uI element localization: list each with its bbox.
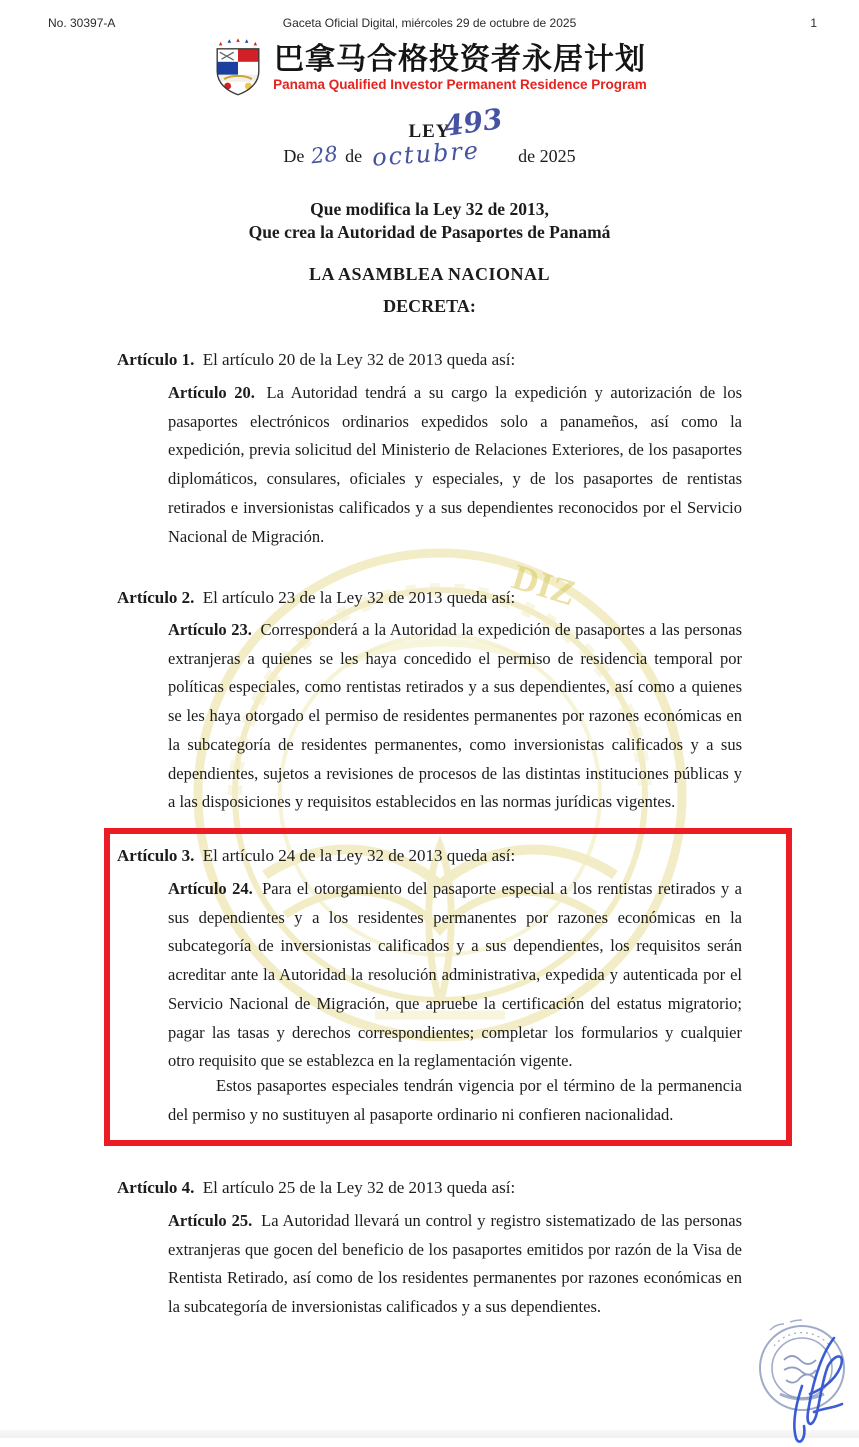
subject-line-2: Que crea la Autoridad de Pasaportes de Panamá	[248, 222, 611, 242]
date-suffix: de 2025	[518, 146, 576, 166]
handwritten-law-number: 493	[441, 102, 505, 143]
assembly-heading: LA ASAMBLEA NACIONAL	[308, 264, 551, 284]
articulo-24-paragraph	[168, 875, 742, 1076]
articulo-1-label: Artículo 1.	[117, 350, 195, 369]
articulo-24-paragraph-2	[168, 1072, 742, 1129]
page-number: 1	[810, 16, 817, 30]
articulo-2-label: Artículo 2.	[117, 588, 195, 607]
panama-crest-icon	[212, 38, 264, 96]
law-label: LEY	[408, 121, 451, 142]
articulo-4-intro	[117, 1178, 757, 1198]
articulo-3-intro	[117, 846, 757, 866]
date-de: de	[345, 146, 363, 166]
gazette-title: Gaceta Oficial Digital, miércoles 29 de octubre de 2025	[282, 16, 577, 30]
articulo-25-paragraph	[168, 1207, 742, 1322]
official-stamp-signature-icon	[750, 1316, 858, 1446]
articulo-20-text: La Autoridad tendrá a su cargo la expedición y autorización de los pasaportes electrónicos ordinarios expedidos solo a panameños, así como la expedición, previa solicitud del Ministerio de Relaciones Exteriores, de los pasaportes diplomáticos, consulares, oficiales y especiales, y de los pasaportes de rentistas retirados e inversionistas calificados y a sus dependientes reconocidos por el Servicio Nacional de Migración.	[168, 383, 743, 546]
articulo-23-paragraph	[168, 616, 742, 817]
decree-heading: DECRETA:	[383, 296, 476, 316]
articulo-25-label: Artículo 25.	[168, 1211, 253, 1230]
articulo-23-text: Corresponderá a la Autoridad la expedición de pasaportes a las personas extranjeras a quienes se les haya concedido el permiso de residencia temporal por políticas especiales, como rentistas retirados y a sus dependientes, así como a quienes se les haya otorgado el permiso de residentes permanentes por razones económicas en la subcategoría de residentes permanentes, como inversionistas calificados y a sus dependientes, sujetos a revisiones de procesos de las distintas instituciones públicas y a las disposiciones y requisitos establecidos en las normas jurídicas vigentes.	[168, 620, 742, 812]
gazette-number: No. 30397-A	[48, 16, 116, 30]
law-date-line	[0, 136, 859, 172]
articulo-4-label: Artículo 4.	[117, 1178, 195, 1197]
program-subtitle-english: Panama Qualified Investor Permanent Residence Program	[273, 76, 647, 92]
articulo-3-label: Artículo 3.	[117, 846, 195, 865]
program-title-chinese: 巴拿马合格投资者永居计划	[273, 41, 646, 77]
articulo-1-intro-text: El artículo 20 de la Ley 32 de 2013 queda así:	[202, 350, 516, 369]
articulo-24-text: Para el otorgamiento del pasaporte especial a los rentistas retirados y a sus dependientes y a los residentes permanentes por razones económicas en la subcategoría de inversionistas calificados y a sus dependientes, los requisitos serán acreditar ante la Autoridad la resolución administrativa, expedida y autenticada por el Servicio Nacional de Migración, que apruebe la certificación del estatus migratorio; pagar las tasas y derechos correspondientes; completar los formularios y cualquier otro requisito que se establezca en la reglamentación vigente.	[168, 879, 742, 1071]
articulo-4-intro-text: El artículo 25 de la Ley 32 de 2013 queda así:	[202, 1178, 516, 1197]
articulo-20-label: Artículo 20.	[168, 383, 255, 402]
articulo-2-intro	[117, 588, 757, 608]
articulo-23-label: Artículo 23.	[168, 620, 252, 639]
handwritten-month: octubre	[371, 136, 481, 172]
articulo-20-paragraph	[168, 379, 742, 551]
articulo-1-intro	[117, 350, 757, 370]
handwritten-day: 28	[310, 141, 340, 169]
date-prefix: De	[283, 146, 305, 166]
articulo-24-text-2: Estos pasaportes especiales tendrán vigencia por el término de la permanencia del permiso y no sustituyen al pasaporte ordinario ni confieren nacionalidad.	[168, 1076, 742, 1124]
subject-line-1: Que modifica la Ley 32 de 2013,	[310, 199, 549, 219]
program-logo	[0, 38, 859, 96]
articulo-3-intro-text: El artículo 24 de la Ley 32 de 2013 queda así:	[202, 846, 516, 865]
articulo-2-intro-text: El artículo 23 de la Ley 32 de 2013 queda así:	[202, 588, 516, 607]
articulo-24-label: Artículo 24.	[168, 879, 253, 898]
watermark-letters: DIZ	[507, 556, 581, 614]
articulo-25-text: La Autoridad llevará un control y registro sistematizado de las personas extranjeras que gocen del beneficio de los pasaportes emitidos por razón de la Visa de Rentista Retirado, así como de los residentes permanentes por razones económicas en la subcategoría de inversionistas calificados y a sus dependientes.	[168, 1211, 742, 1317]
scan-artifact-band	[0, 1430, 859, 1438]
